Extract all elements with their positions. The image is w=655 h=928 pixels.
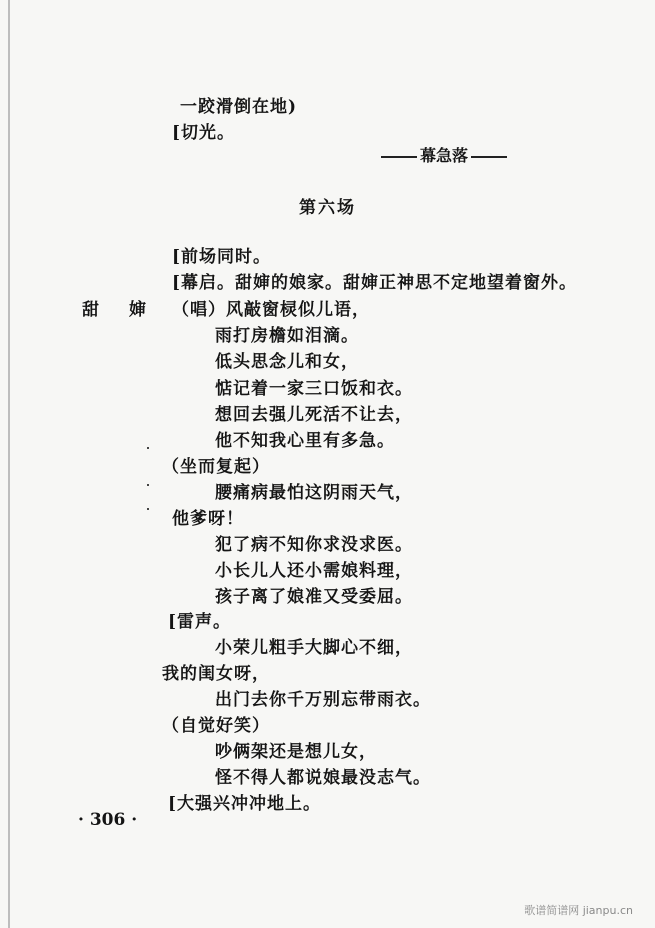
curtain-fall-text: 幕急落 xyxy=(419,146,468,165)
action-direction: （坐而复起） xyxy=(162,457,270,477)
verse-line: （唱）风敲窗棂似儿语， xyxy=(172,300,370,320)
verse-line: 低头思念儿和女， xyxy=(215,352,359,372)
stage-direction: [大强兴冲冲地上。 xyxy=(168,794,322,814)
verse-line: 他不知我心里有多急。 xyxy=(215,431,395,451)
print-speck xyxy=(147,508,149,510)
verse-line: 孩子离了娘准又受委屈。 xyxy=(215,587,413,607)
stage-direction: [切光。 xyxy=(172,123,236,143)
verse-line: 小长儿人还小需娘料理， xyxy=(215,561,413,581)
verse-line: 惦记着一家三口饭和衣。 xyxy=(215,379,413,399)
verse-line: 犯了病不知你求没求医。 xyxy=(215,535,413,555)
stage-direction: [雷声。 xyxy=(168,612,232,632)
page-edge xyxy=(8,0,10,928)
curtain-fall-note xyxy=(378,143,510,166)
verse-line: 小荣儿粗手大脚心不细， xyxy=(215,638,413,658)
stage-direction: 一跤滑倒在地) xyxy=(180,97,298,117)
verse-line: 出门去你千万别忘带雨衣。 xyxy=(215,690,431,710)
verse-line: 雨打房檐如泪滴。 xyxy=(215,326,359,346)
page-number: · 306 · xyxy=(78,810,138,830)
verse-line: 腰痛病最怕这阴雨天气， xyxy=(215,483,413,503)
verse-line: 想回去强儿死活不让去， xyxy=(215,405,413,425)
verse-line: 怪不得人都说娘最没志气。 xyxy=(215,768,431,788)
print-speck xyxy=(147,447,149,449)
stage-direction: [前场同时。 xyxy=(172,247,272,267)
print-speck xyxy=(147,484,149,486)
spoken-line: 我的闺女呀， xyxy=(162,664,270,684)
action-direction: （自觉好笑） xyxy=(162,716,270,736)
verse-line: 吵俩架还是想儿女， xyxy=(215,742,377,762)
speaker-name: 甜婶 xyxy=(82,300,176,320)
spoken-line: 他爹呀！ xyxy=(172,509,244,529)
scene-title: 第六场 xyxy=(299,198,356,218)
stage-direction: [幕启。甜婶的娘家。甜婶正神思不定地望着窗外。 xyxy=(172,273,578,293)
watermark: 歌谱简谱网 jianpu.cn xyxy=(524,904,633,917)
dash-right xyxy=(471,156,507,158)
dash-left xyxy=(381,156,417,158)
